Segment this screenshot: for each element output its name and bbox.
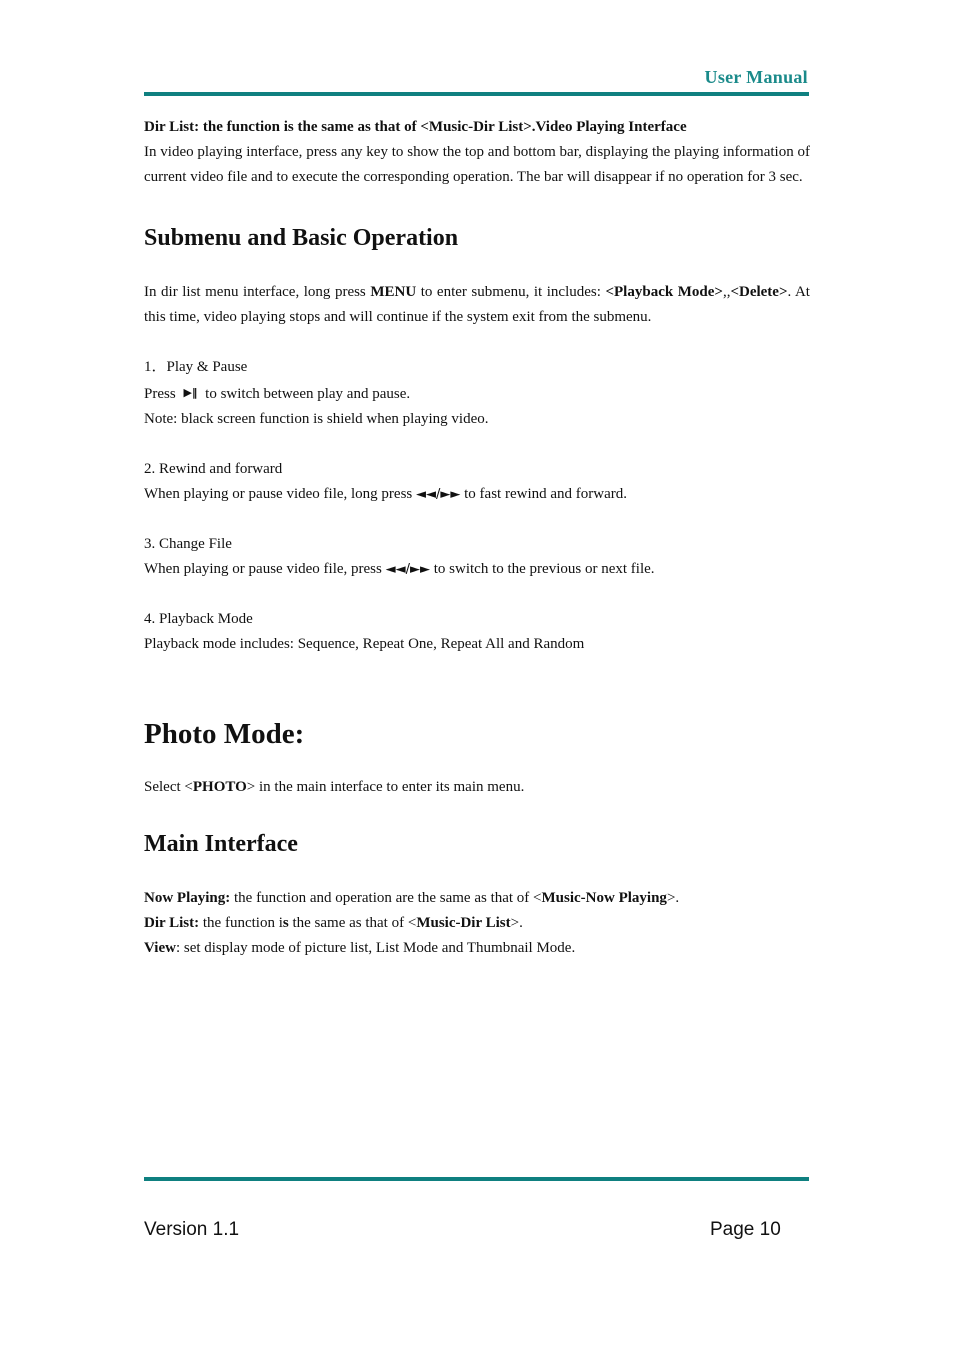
text-span: the function and operation are the same as that of <: [230, 890, 542, 906]
text-span: to switch to the previous or next file.: [429, 561, 655, 577]
text-span: Select <: [144, 779, 193, 795]
item-4-title: 4. Playback Mode: [144, 611, 253, 627]
submenu-heading: Submenu and Basic Operation: [144, 225, 459, 251]
music-dir-list-label: Music-Dir List: [416, 915, 511, 931]
menu-key-label: MENU: [370, 284, 417, 300]
text-span: > in the main interface to enter its main menu.: [246, 779, 525, 795]
delete-label: <Delete>: [730, 284, 788, 300]
submenu-paragraph: [144, 280, 810, 330]
playback-mode-label: <Playback Mode>: [605, 284, 723, 300]
text-span: When playing or pause video file, press: [144, 561, 386, 577]
footer-version: Version 1.1: [144, 1219, 240, 1240]
item-1-note: Note: black screen function is shield when playing video.: [144, 411, 489, 427]
header-title: User Manual: [704, 67, 808, 87]
item-3-title: 3. Change File: [144, 536, 232, 552]
text-span: >.: [666, 890, 680, 906]
item-4-body: Playback mode includes: Sequence, Repeat One, Repeat All and Random: [144, 636, 585, 652]
footer-page-number: Page 10: [710, 1219, 781, 1240]
view-line: [144, 936, 810, 961]
item-1-press-line: [144, 380, 810, 407]
text-span: In dir list menu interface, long press: [144, 284, 371, 300]
video-interface-paragraph: In video playing interface, press any key to show the top and bottom bar, displaying the playing information of current video file and to execute the corresponding operation. The bar will disappear if no operation for 3 sec.: [144, 144, 810, 185]
text-span: to switch between play and pause.: [205, 386, 411, 402]
item-2-body: [144, 482, 810, 507]
item-1-title: 1．Play & Pause: [144, 359, 248, 375]
music-now-playing-label: Music-Now Playing: [541, 890, 667, 906]
text-span: to enter submenu, it includes:: [416, 284, 606, 300]
text-span: Press: [144, 386, 176, 402]
photo-select-line: [144, 775, 810, 800]
dir-list-label: Dir List:: [144, 915, 200, 931]
text-span: >.: [510, 915, 523, 931]
text-span: the function i: [199, 915, 283, 931]
main-interface-heading: Main Interface: [144, 831, 298, 857]
page-content: [144, 115, 810, 961]
footer-rule: [144, 1177, 809, 1181]
text-span: : set display mode of picture list, List Mode and Thumbnail Mode.: [175, 940, 576, 956]
photo-mode-heading: Photo Mode:: [144, 718, 305, 750]
text-span: ,,: [722, 284, 731, 300]
dir-list-line: [144, 911, 810, 936]
header-rule: [144, 92, 809, 96]
rewind-forward-icon: ◄◄/►►: [416, 487, 461, 502]
text-span: to fast rewind and forward.: [460, 486, 628, 502]
prev-next-icon: ◄◄/►►: [385, 562, 430, 577]
text-span: s: [282, 915, 289, 931]
text-span: When playing or pause video file, long press: [144, 486, 417, 502]
photo-label: PHOTO: [192, 779, 247, 795]
item-3-body: [144, 557, 810, 582]
now-playing-label: Now Playing:: [144, 890, 231, 906]
view-label: View: [144, 940, 176, 956]
now-playing-line: [144, 886, 810, 911]
dirlist-line: Dir List: the function is the same as that of <Music-Dir List>.Video Playing Interface: [144, 119, 687, 135]
text-span: . At this time, video playing stops and will continue if the system exit from the submenu.: [144, 284, 810, 325]
item-2-title: 2. Rewind and forward: [144, 461, 283, 477]
play-pause-icon: ▶‖: [183, 386, 198, 399]
text-span: the same as that of <: [288, 915, 417, 931]
